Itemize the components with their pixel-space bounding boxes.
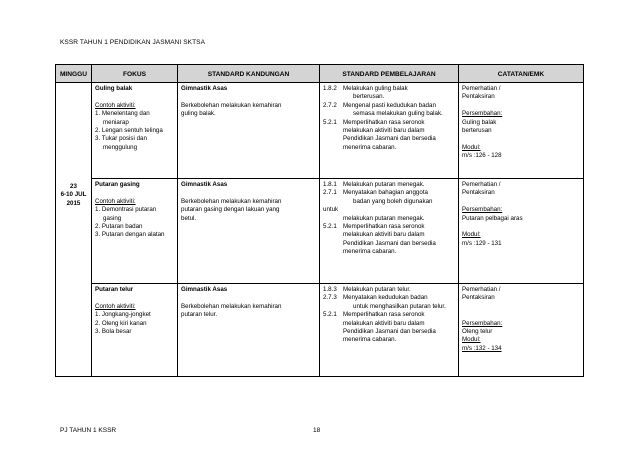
page-header: KSSR TAHUN 1 PENDIDIKAN JASMANI SKTSA	[60, 39, 206, 46]
kandungan-text: betul.	[181, 214, 197, 222]
modul-label: Modul:	[462, 231, 481, 239]
sp-text-cont: melakukan aktiviti baru dalam	[343, 319, 425, 327]
sp-number: 2.7.1	[323, 189, 337, 197]
sp-text-cont: menerima cabaran.	[343, 248, 397, 256]
kandungan-cell	[178, 179, 320, 284]
fokus-title: Putaran gasing	[95, 181, 140, 188]
fokus-cell	[92, 284, 178, 377]
sp-text-cont: melakukan putaran menegak.	[343, 214, 425, 222]
activity-item: 1. Jongkang-jongket	[95, 311, 151, 319]
sp-number: 5.2.1	[323, 118, 337, 126]
kandungan-title: Gimnastik Asas	[181, 181, 228, 188]
persembahan-text: Guling balak	[462, 118, 497, 126]
sp-text: Memperlihatkan rasa seronok	[343, 311, 425, 319]
sp-number: untuk	[323, 206, 339, 214]
week-year: 2015	[66, 199, 81, 207]
sp-text-cont: melakukan aktiviti baru dalam	[343, 127, 425, 135]
table-row	[56, 179, 584, 284]
catatan-text: Pentaksiran	[462, 189, 495, 197]
fokus-cell	[92, 179, 178, 284]
table-row	[56, 83, 584, 179]
activity-item-cont: menggulung	[103, 143, 138, 151]
activity-item-cont: gasing	[103, 214, 122, 222]
sp-text: Mengenal pasti kedudukan badan	[343, 101, 436, 109]
catatan-cell	[459, 179, 584, 284]
minggu-cell	[56, 83, 92, 377]
activity-item: 2. Putaran badan	[95, 223, 143, 231]
sp-text: Menyatakan kedudukan badan	[343, 294, 428, 302]
activity-item: 1. Menelentang dan	[95, 110, 150, 118]
modul-label: Modul:	[462, 336, 481, 344]
modul-ref: m/s :132 - 134	[462, 344, 502, 352]
sp-text: Memperlihatkan rasa seronok	[343, 223, 425, 231]
sp-text: Memperlihatkan rasa seronok	[343, 118, 425, 126]
col-header-standard-kandungan: STANDARD KANDUNGAN	[178, 65, 320, 83]
persembahan-label: Persembahan:	[462, 110, 503, 118]
fokus-title: Putaran telur	[95, 286, 134, 293]
col-header-fokus: FOKUS	[92, 65, 178, 83]
kandungan-text: guling balak.	[181, 110, 216, 118]
activity-item: 2. Oleng kiri kanan	[95, 319, 147, 327]
kandungan-text: putaran gasing dengan lakuan yang	[181, 206, 280, 214]
activity-item: 3. Putaran dengan alatan	[95, 231, 165, 239]
activity-item: 2. Lengan sentuh telinga	[95, 127, 163, 135]
modul-ref: m/s :129 - 131	[462, 239, 502, 247]
catatan-text: Pemerhatian /	[462, 85, 501, 92]
fokus-title: Guling balak	[95, 85, 133, 92]
sp-text-cont: Pendidikan Jasmani dan bersedia	[343, 328, 436, 336]
pembelajaran-cell	[320, 284, 459, 377]
catatan-text: Pentaksiran	[462, 294, 495, 302]
kandungan-text: Berkebolehan melakukan kemahiran	[181, 197, 282, 205]
sp-text-cont: semasa melakukan guling balak.	[353, 110, 443, 118]
fokus-cell	[92, 83, 178, 179]
catatan-text: Pentaksiran	[462, 93, 495, 101]
persembahan-text: berterusan	[462, 127, 492, 135]
sp-number: 5.2.1	[323, 223, 337, 231]
modul-label: Modul:	[462, 143, 481, 151]
col-header-catatan: CATATAN/EMK	[459, 65, 584, 83]
sp-number: 1.8.2	[323, 85, 337, 92]
activity-item: 3. Tukar posisi dan	[95, 135, 147, 143]
kandungan-text: putaran telur.	[181, 311, 218, 319]
persembahan-label: Persembahan:	[462, 319, 503, 327]
activity-label: Contoh aktiviti:	[95, 101, 136, 109]
col-header-standard-pembelajaran: STANDARD PEMBELAJARAN	[320, 65, 459, 83]
week-dates: 6-10 JUL	[60, 191, 87, 199]
activity-item: 3. Bola besar	[95, 328, 132, 336]
catatan-cell	[459, 83, 584, 179]
kandungan-cell	[178, 83, 320, 179]
sp-number: 1.8.1	[323, 181, 337, 188]
kandungan-cell	[178, 284, 320, 377]
week-number: 23	[70, 183, 77, 190]
activity-label: Contoh aktiviti:	[95, 197, 136, 205]
catatan-text: Pemerhatian /	[462, 286, 501, 293]
activity-label: Contoh aktiviti:	[95, 302, 136, 310]
sp-text: Melakukan putaran telur.	[343, 286, 411, 293]
table-header-row	[56, 65, 584, 83]
kandungan-title: Gimnastik Asas	[181, 286, 228, 293]
pembelajaran-cell	[320, 83, 459, 179]
sp-text-cont: Pendidikan Jasmani dan bersedia	[343, 239, 436, 247]
col-header-minggu: MINGGU	[56, 65, 92, 83]
sp-text-cont: untuk menghasilkan putaran telur.	[353, 302, 446, 310]
sp-text-cont: berterusan.	[353, 93, 385, 101]
sp-number: 5.2.1	[323, 311, 337, 319]
activity-item-cont: meniarap	[103, 118, 129, 126]
sp-text-cont: menerima cabaran.	[343, 336, 397, 344]
catatan-cell	[459, 284, 584, 377]
kandungan-text: Berkebolehan melakukan kemahiran	[181, 101, 282, 109]
sp-text: Melakukan guling balak	[343, 85, 408, 92]
sp-text-cont: badan yang boleh digunakan	[353, 197, 433, 205]
page-number: 18	[313, 427, 321, 434]
pembelajaran-cell	[320, 179, 459, 284]
sp-text-cont: Pendidikan Jasmani dan bersedia	[343, 135, 436, 143]
kandungan-title: Gimnastik Asas	[181, 85, 228, 92]
persembahan-text: Oleng telur	[462, 328, 493, 335]
persembahan-label: Persembahan:	[462, 206, 503, 214]
kandungan-text: Berkebolehan melakukan kemahiran	[181, 302, 282, 310]
sp-number: 1.8.3	[323, 286, 337, 293]
catatan-text: Pemerhatian /	[462, 181, 501, 188]
sp-text: Menyatakan bahagian anggota	[343, 189, 428, 197]
sp-text-cont: melakukan aktiviti baru dalam	[343, 231, 425, 239]
persembahan-text: Putaran pelbagai aras	[462, 214, 523, 222]
sp-number: 2.7.3	[323, 294, 337, 302]
modul-ref: m/s :126 - 128	[462, 152, 502, 160]
sp-text: Melakukan putaran menegak.	[343, 181, 425, 188]
lesson-plan-table	[55, 64, 584, 377]
sp-text-cont: menerima cabaran.	[343, 143, 397, 151]
page-footer: PJ TAHUN 1 KSSR	[60, 427, 117, 434]
activity-item: 1. Demontrasi putaran	[95, 206, 157, 214]
sp-number: 2.7.2	[323, 101, 337, 109]
table-row	[56, 284, 584, 377]
